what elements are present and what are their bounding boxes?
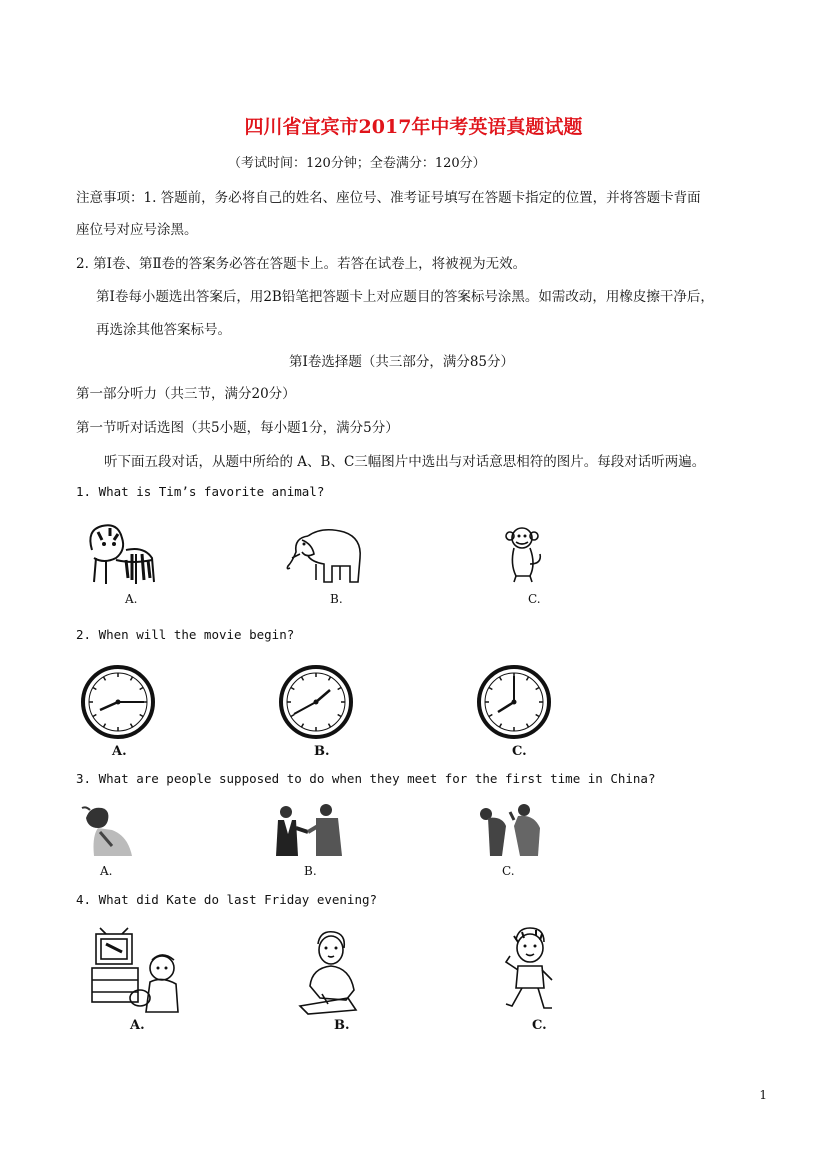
notes-line-2: 座位号对应号涂黑。 (76, 222, 198, 238)
clock-tick (131, 724, 133, 727)
drawing-icon (298, 928, 362, 1014)
clock-tick (291, 715, 294, 717)
clock-tick (302, 724, 304, 727)
clock-tick (302, 677, 304, 680)
clock-tick (536, 715, 539, 717)
clock-tick (489, 688, 492, 690)
handshake-icon (270, 802, 346, 856)
clock-tick (527, 724, 529, 727)
question-1: 1. What is Tim’s favorite animal? (76, 484, 325, 499)
subsection-heading: 第一节听对话选图（共5小题，每小题1分，满分5分） (76, 420, 399, 436)
clock-tick (329, 677, 331, 680)
clock-tick (93, 715, 96, 717)
clock-tick (338, 715, 341, 717)
clock-tick (536, 688, 539, 690)
option-label: C. (512, 744, 527, 759)
option-label: A. (130, 1018, 145, 1033)
exam-info: （考试时间：120分钟；全卷满分：120分） (228, 156, 486, 171)
clock-tick (104, 724, 106, 727)
clock-tick (140, 688, 143, 690)
clock-tick (93, 688, 96, 690)
option-label: C. (532, 1018, 547, 1033)
clock-tick (104, 677, 106, 680)
clock-icon (278, 664, 354, 740)
clock-tick (489, 715, 492, 717)
question-4: 4. What did Kate do last Friday evening? (76, 892, 378, 907)
clock-tick (338, 688, 341, 690)
clock-tick (291, 688, 294, 690)
option-label: C. (528, 592, 541, 606)
bowing-woman-icon (76, 802, 136, 856)
elephant-icon (282, 522, 366, 588)
page-number: 1 (759, 1088, 767, 1102)
option-label: A. (112, 744, 127, 759)
clock-icon (80, 664, 156, 740)
clock-tick (527, 677, 529, 680)
clock-tick (500, 724, 502, 727)
option-label: A. (125, 592, 138, 606)
option-label: B. (330, 592, 343, 606)
question-2: 2. When will the movie begin? (76, 627, 295, 642)
clock-tick (500, 677, 502, 680)
instruction: 听下面五段对话，从题中所给的 A、B、C三幅图片中选出与对话意思相符的图片。每段对话听两遍。 (104, 454, 706, 470)
dancing-icon (502, 926, 558, 1014)
notes-line-3: 2. 第Ⅰ卷、第Ⅱ卷的答案务必答在答题卡上。若答在试卷上，将被视为无效。 (76, 256, 527, 272)
clock-icon (476, 664, 552, 740)
bowing-people-icon (474, 800, 544, 856)
watching-tv-icon (88, 928, 188, 1014)
option-label: B. (314, 744, 330, 759)
notes-line-5: 再选涂其他答案标号。 (96, 322, 231, 338)
monkey-icon (500, 524, 546, 584)
clock-tick (131, 677, 133, 680)
tiger-icon (82, 520, 162, 588)
page-title: 四川省宜宾市2017年中考英语真题试题 (244, 116, 583, 138)
option-label: C. (502, 864, 515, 878)
section-heading: 第Ⅰ卷选择题（共三部分，满分85分） (289, 354, 515, 370)
clock-tick (140, 715, 143, 717)
option-label: B. (304, 864, 317, 878)
option-label: A. (100, 864, 113, 878)
notes-line-1: 注意事项：1. 答题前，务必将自己的姓名、座位号、准考证号填写在答题卡指定的位置，并将答题卡背面 (76, 190, 701, 206)
notes-line-4: 第Ⅰ卷每小题选出答案后，用2B铅笔把答题卡上对应题目的答案标号涂黑。如需改动，用橡皮擦干净后， (96, 289, 714, 305)
question-3: 3. What are people supposed to do when they meet for the first time in China? (76, 771, 656, 786)
clock-tick (329, 724, 331, 727)
option-label: B. (334, 1018, 350, 1033)
part-heading: 第一部分听力（共三节，满分20分） (76, 386, 296, 402)
